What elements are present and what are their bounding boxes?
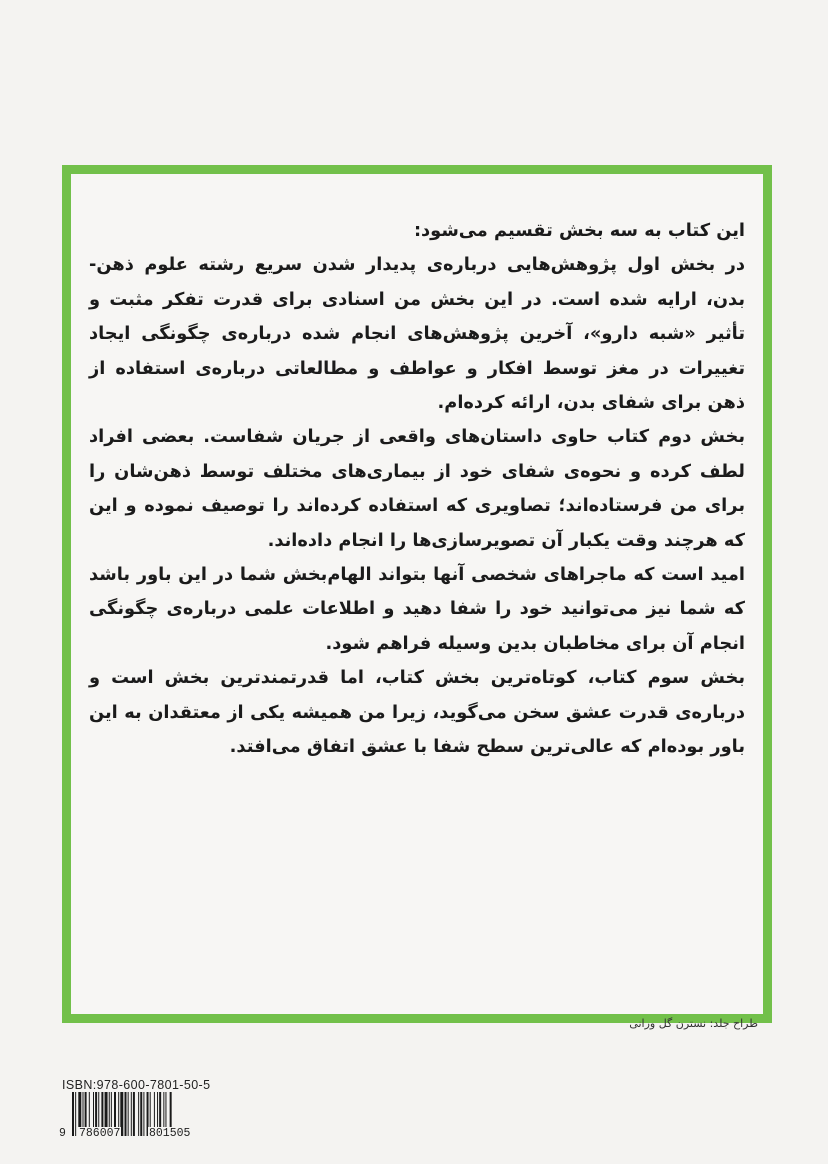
barcode-left-digits: 786007 (79, 1127, 121, 1140)
paragraph-part-three: بخش سوم کتاب، کوتاه‌ترین بخش کتاب، اما قدرتمندترین بخش است و درباره‌ی قدرت عشق سخن می‌گوید، زیرا من همیشه یکی از معتقدان به این باور بوده‌ام که عالی‌ترین سطح شفا با عشق اتفاق می‌افتد. (89, 667, 745, 758)
barcode-digits (58, 1127, 212, 1141)
isbn-label: ISBN:978-600-7801-50-5 (62, 1078, 211, 1092)
barcode-right-digits: 801505 (149, 1127, 191, 1140)
paragraph-part-two: بخش دوم کتاب حاوی داستان‌های واقعی از جریان شفاست. بعضی افراد لطف کرده و نحوه‌ی شفای خود از بیماری‌های مختلف توسط ذهن‌شان را برای من فرستاده‌اند؛ تصاویری که استفاده کرده‌اند را توصیف نموده و این که هرچند وقت یکبار آن تصویرسازی‌ها را انجام داده‌اند. (89, 426, 745, 551)
back-cover-description (89, 214, 745, 765)
paragraph-part-one: در بخش اول پژوهش‌هایی درباره‌ی پدیدار شدن سریع رشته علوم ذهن- بدن، ارایه شده است. در این بخش من اسنادی برای قدرت تفکر مثبت و تأثیر «شبه دارو»، آخرین پژوهش‌های انجام شده درباره‌ی چگونگی ایجاد تغییرات در مغز توسط افکار و عواطف و مطالعاتی درباره‌ی استفاده از ذهن برای شفای بدن، ارائه کرده‌ام. (89, 254, 745, 414)
isbn-barcode (58, 1092, 212, 1142)
paragraph-intro: این کتاب به سه بخش تقسیم می‌شود: (413, 220, 745, 241)
barcode-lead-digit: 9 (59, 1127, 66, 1140)
paragraph-hope: امید است که ماجراهای شخصی آنها بتواند الهام‌بخش شما در این باور باشد که شما نیز می‌توانید خود را شفا دهید و اطلاعات علمی درباره‌ی چگونگی انجام آن برای مخاطبان بدین وسیله فراهم شود. (89, 564, 745, 654)
green-bordered-text-frame (62, 165, 772, 1023)
cover-designer-credit: طراح جلد: نسترن گل ورانی (629, 1017, 758, 1030)
